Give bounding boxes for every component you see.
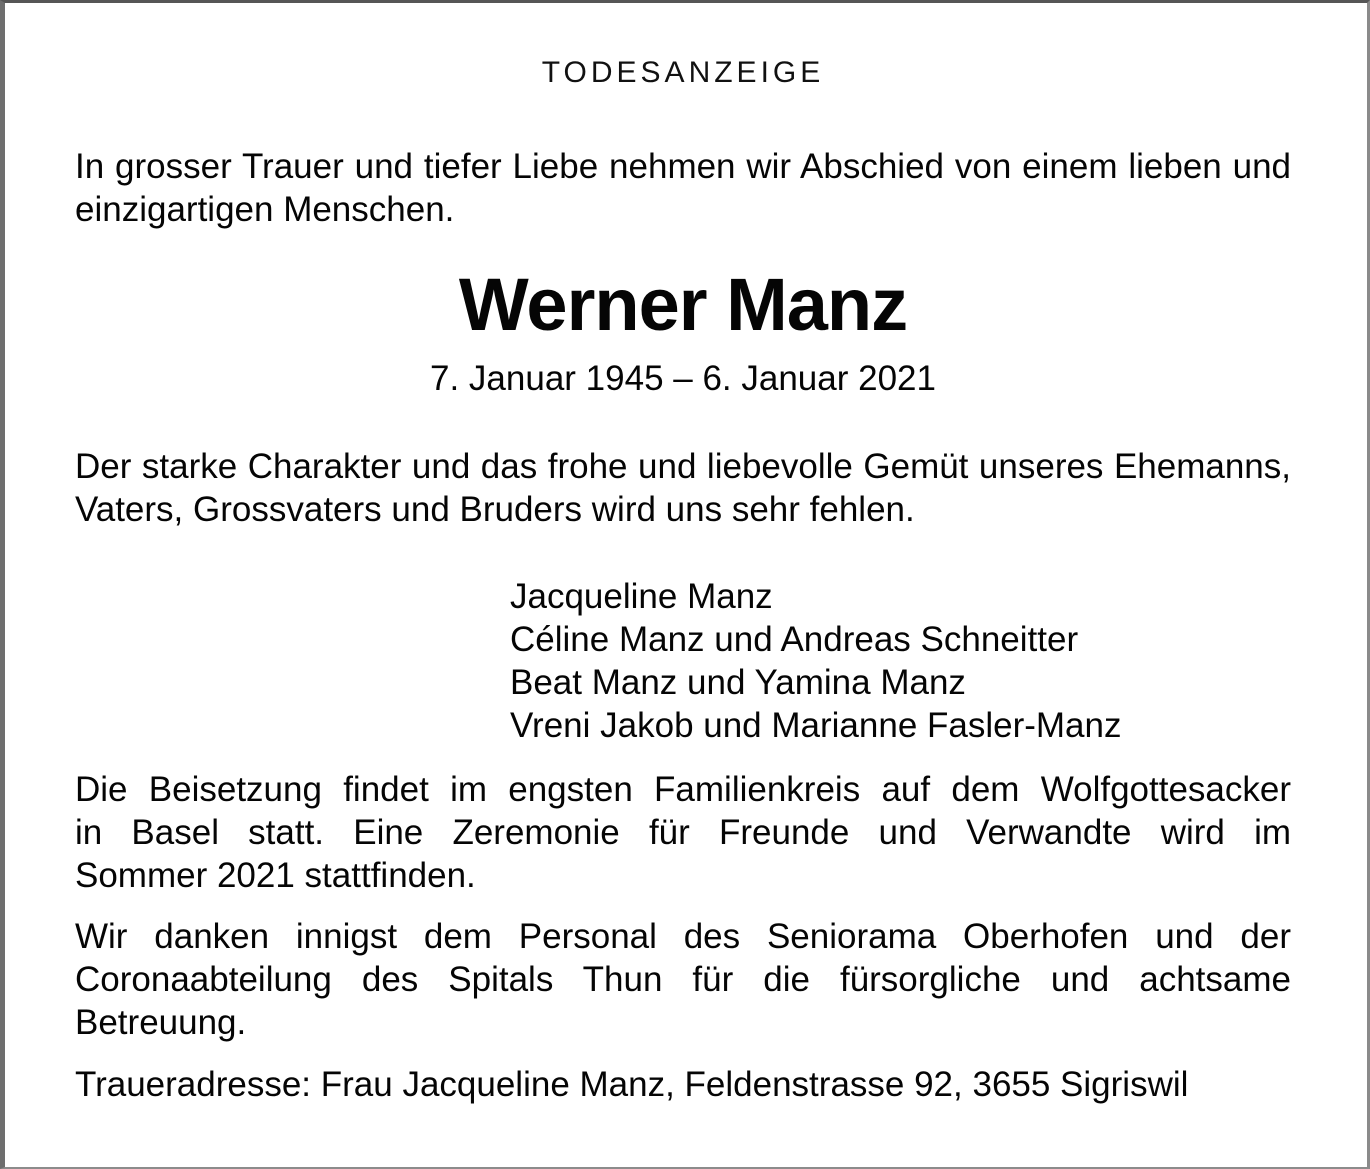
thanks-line: Coronaabteilung des Spitals Thun für die fürsorgliche und achtsame [75,960,1291,999]
mourning-address: Traueradresse: Frau Jacqueline Manz, Feldenstrasse 92, 3655 Sigriswil [75,1065,1189,1104]
notice-title: TODESANZEIGE [541,56,825,89]
thanks-line: Betreuung. [75,1003,247,1042]
family-member: Vreni Jakob und Marianne Fasler-Manz [510,706,1122,745]
family-member: Céline Manz und Andreas Schneitter [510,620,1079,659]
intro-line: einzigartigen Menschen. [75,190,455,229]
intro-line: In grosser Trauer und tiefer Liebe nehmen wir Abschied von einem lieben und [75,147,1291,186]
burial-paragraph [75,768,1291,897]
burial-line: Sommer 2021 stattfinden. [75,856,476,895]
tribute-paragraph [75,445,1291,531]
intro-paragraph [75,145,1291,231]
family-member: Jacqueline Manz [510,577,773,616]
burial-line: Die Beisetzung findet im engsten Familienkreis auf dem Wolfgottesacker [75,770,1291,809]
family-member: Beat Manz und Yamina Manz [510,663,966,702]
tribute-line: Der starke Charakter und das frohe und liebevolle Gemüt unseres Ehemanns, [75,447,1291,486]
thanks-paragraph [75,915,1291,1044]
family-list [510,575,1291,747]
tribute-line: Vaters, Grossvaters und Bruders wird uns sehr fehlen. [75,490,915,529]
deceased-name: Werner Manz [458,263,908,346]
thanks-line: Wir danken innigst dem Personal des Seniorama Oberhofen und der [75,917,1291,956]
life-dates: 7. Januar 1945 – 6. Januar 2021 [430,359,936,398]
burial-line: in Basel statt. Eine Zeremonie für Freunde und Verwandte wird im [75,813,1291,852]
